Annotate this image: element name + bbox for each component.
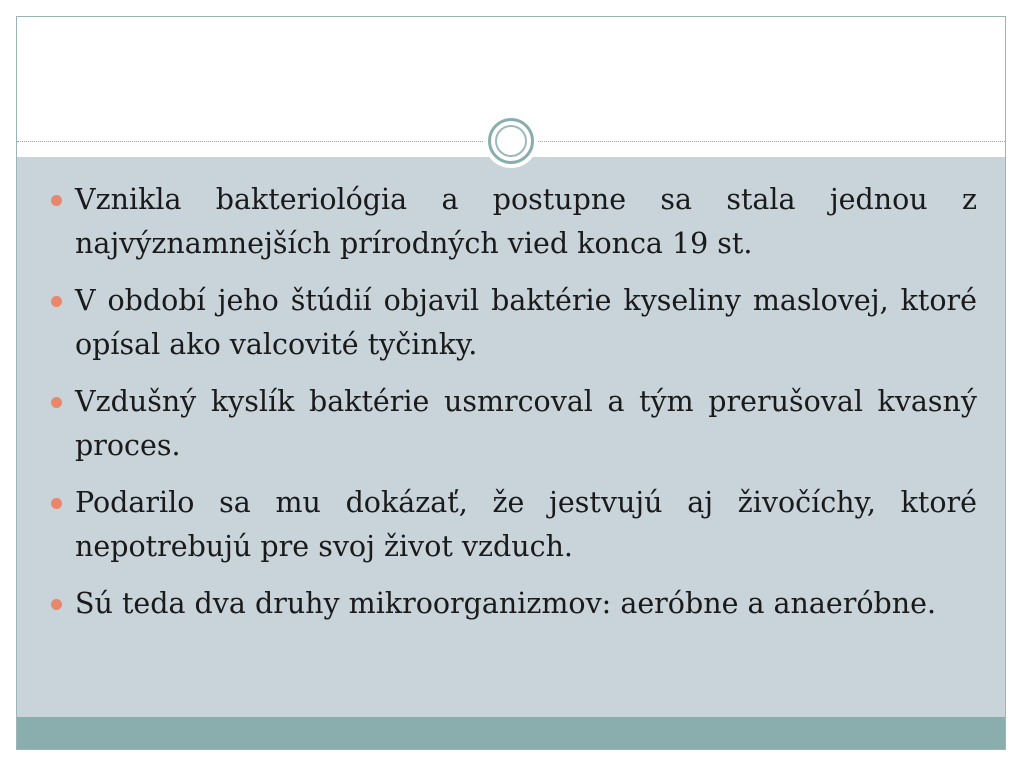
bullet-dot-icon (51, 599, 62, 610)
slide (16, 16, 1006, 750)
bullet-dot-icon (51, 296, 62, 307)
bullet-text: Vzdušný kyslík baktérie usmrcoval a tým prerušoval kvasný proces. (75, 385, 977, 462)
bullet-item (75, 279, 977, 367)
bullet-text: Sú teda dva druhy mikroorganizmov: aeróbne a anaeróbne. (75, 587, 937, 620)
bullet-item (75, 178, 977, 266)
bullet-item (75, 481, 977, 569)
bullet-dot-icon (51, 397, 62, 408)
bullet-text: V období jeho štúdií objavil baktérie kyseliny maslovej, ktoré opísal ako valcovité tyčinky. (75, 284, 977, 361)
ornament-inner-ring (495, 125, 527, 157)
bullet-text: Podarilo sa mu dokázať, že jestvujú aj živočíchy, ktoré nepotrebujú pre svoj život vzduch. (75, 486, 977, 563)
ornament-ring (488, 118, 534, 164)
bullet-list (17, 178, 1006, 639)
footer-bar (17, 717, 1005, 750)
bullet-dot-icon (51, 498, 62, 509)
circle-ornament-icon (484, 114, 538, 168)
bullet-dot-icon (51, 195, 62, 206)
bullet-item (75, 380, 977, 468)
bullet-text: Vznikla bakteriológia a postupne sa stala jednou z najvýznamnejších prírodných vied konca 19 st. (75, 183, 977, 260)
bullet-item (75, 582, 977, 626)
